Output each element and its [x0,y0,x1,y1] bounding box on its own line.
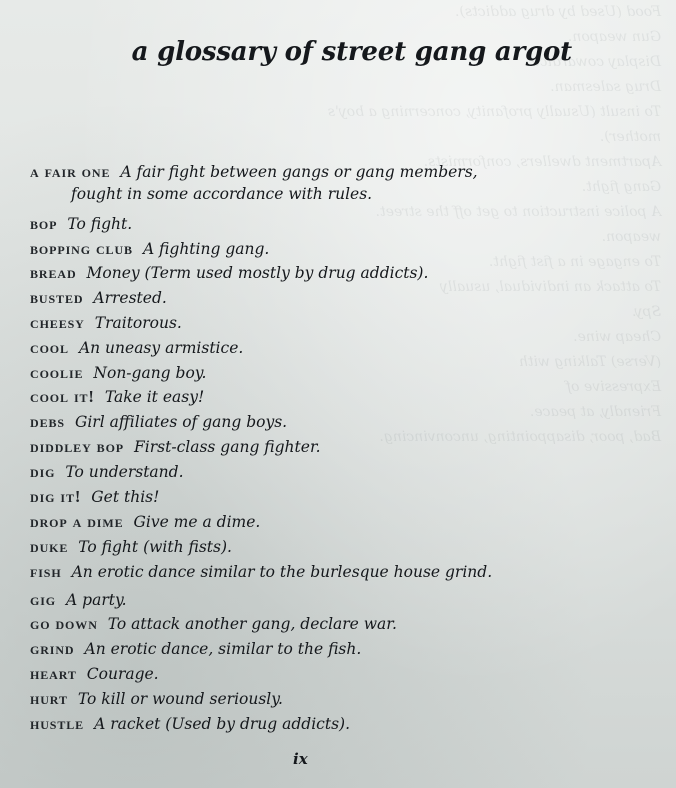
show-through-text: Food (Used by drug addicts). Gun weapon. Display cowardice. Drug salesman. To insult (Usually profanity, concerning a boy's mother). Apartment dwellers, conformists. Gang fight. A police instruction to get off the street. weapon. To engage in a fist fight. To attack an individual, usually Spy. Cheap wine. (Verse) Talking with Expressive of Friendly, at peace. Bad, poor, disappointing, unconvincing. [327,4,670,445]
glossary-definition: Money (Term used mostly by drug addicts). [86,264,429,282]
glossary-entry [30,437,321,457]
glossary-entry [30,162,478,203]
glossary-entry [30,387,204,407]
glossary-entry [30,689,283,709]
glossary-definition: Arrested. [93,289,167,307]
glossary-term: a fair one [30,162,111,181]
glossary-term: dig it! [30,487,82,506]
glossary-entry [30,512,260,532]
page-title: a glossary of street gang argot [131,37,572,67]
glossary-definition: A party. [66,591,127,609]
glossary-definition: Traitorous. [94,314,182,332]
glossary-term: bop [30,214,58,233]
glossary-entry [30,239,269,259]
glossary-definition: Courage. [86,665,159,683]
glossary-entry [30,263,428,283]
glossary-definition: To attack another gang, declare war. [107,615,397,633]
glossary-entry [30,363,206,383]
glossary-entry [30,313,182,333]
glossary-entry [30,590,127,610]
glossary-entry [30,462,184,482]
glossary-entry [30,664,159,684]
glossary-definition: To understand. [65,463,184,481]
glossary-entry [30,288,167,308]
glossary-term: gig [30,590,57,609]
glossary-term: hustle [30,714,85,733]
glossary-definition: Take it easy! [104,388,205,406]
glossary-entry [30,412,287,432]
glossary-definition: An erotic dance similar to the burlesque house grind. [71,563,493,581]
glossary-definition: A fair fight between gangs or gang members, [120,163,478,181]
glossary-term: debs [30,412,65,431]
glossary-term: go down [30,614,98,633]
glossary-entry [30,639,361,659]
glossary-term: bopping club [30,239,133,258]
glossary-term: drop a dime [30,512,124,531]
glossary-definition-continuation: fought in some accordance with rules. [71,185,373,203]
glossary-term: bread [30,263,77,282]
glossary-definition: To fight. [67,215,133,233]
glossary-term: diddley bop [30,437,125,456]
glossary-term: grind [30,639,75,658]
glossary-definition: An erotic dance, similar to the fish. [84,640,362,658]
glossary-term: duke [30,537,69,556]
glossary-entry [30,614,397,634]
glossary-entry [30,214,132,234]
glossary-entry [30,562,492,582]
page-number: ix [293,750,308,768]
glossary-definition: Girl affiliates of gang boys. [74,413,288,431]
glossary-term: dig [30,462,56,481]
glossary-entry [30,714,350,734]
glossary-definition: First-class gang fighter. [134,438,321,456]
glossary-term: cool [30,338,69,357]
glossary-definition: Give me a dime. [133,513,261,531]
glossary-term: heart [30,664,77,683]
glossary-definition: Non-gang boy. [93,364,207,382]
glossary-definition: A racket (Used by drug addicts). [94,715,351,733]
glossary-entry [30,338,243,358]
glossary-definition: To fight (with fists). [78,538,232,556]
glossary-term: hurt [30,689,68,708]
glossary-definition: To kill or wound seriously. [77,690,283,708]
glossary-definition: Get this! [91,488,160,506]
glossary-definition: A fighting gang. [142,240,270,258]
glossary-term: coolie [30,363,84,382]
glossary-definition: An uneasy armistice. [78,339,244,357]
glossary-term: fish [30,562,62,581]
glossary-entry [30,537,232,557]
glossary-term: cool it! [30,387,95,406]
glossary-entry [30,487,159,507]
glossary-term: cheesy [30,313,85,332]
glossary-term: busted [30,288,84,307]
